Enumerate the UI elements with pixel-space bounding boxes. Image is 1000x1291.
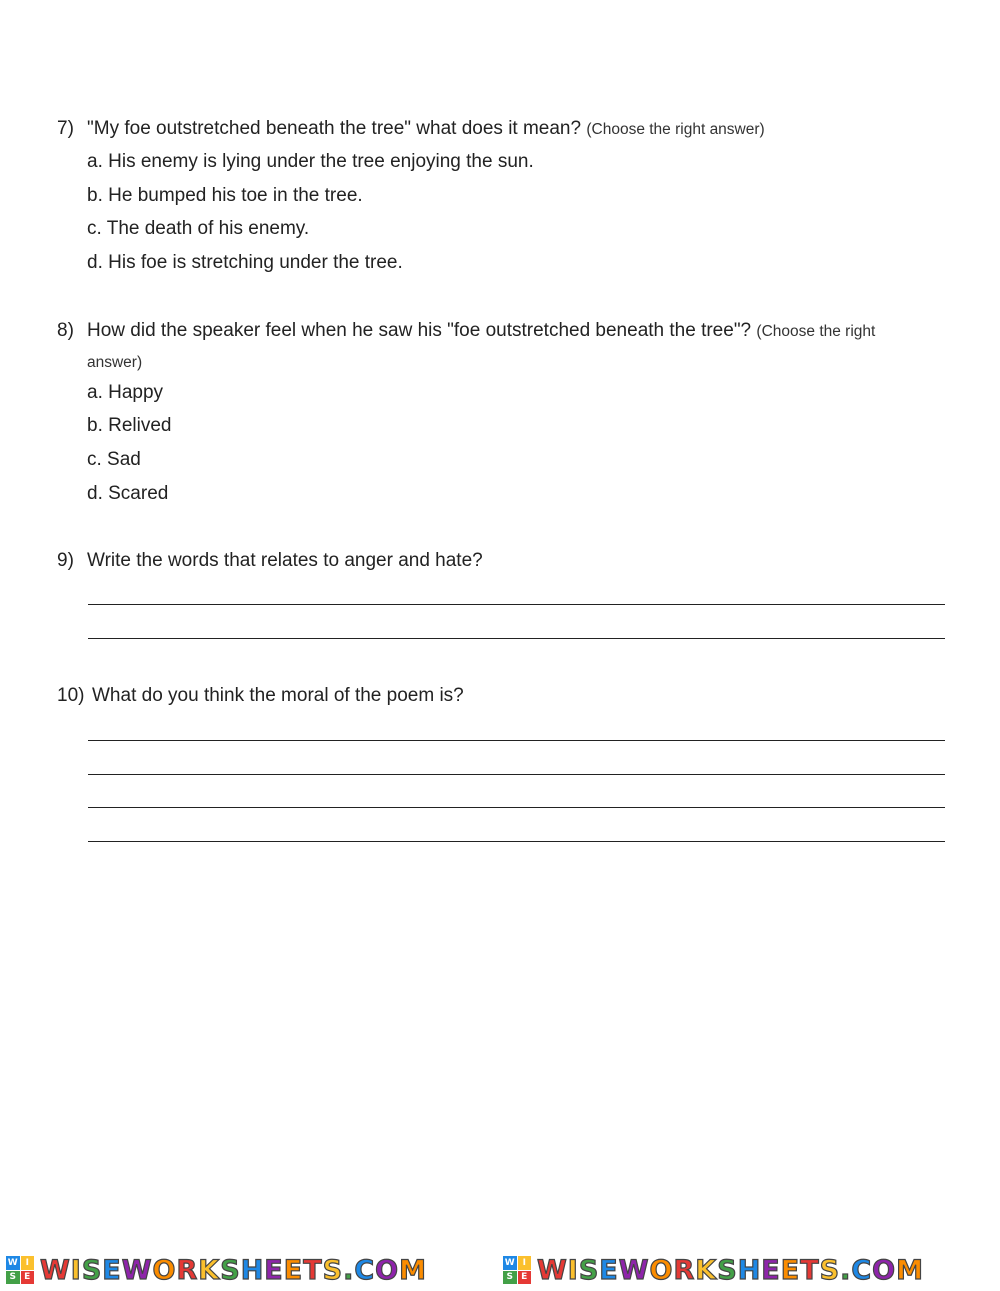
- footer-watermark: [0, 1252, 1000, 1288]
- brand-text: WISEWORKSHEETS.COM: [537, 1254, 924, 1286]
- answer-hint: (Choose the right answer): [586, 121, 765, 138]
- question-text: How did the speaker feel when he saw his "foe outstretched beneath the tree"? (Choose the right answer): [87, 320, 876, 371]
- question-number: 7): [57, 118, 74, 139]
- question-number: 8): [57, 320, 74, 341]
- option-c[interactable]: c. Sad: [87, 449, 141, 470]
- logo-icon: W I S E: [6, 1256, 34, 1284]
- option-d[interactable]: d. Scared: [87, 483, 169, 504]
- answer-line[interactable]: [88, 841, 945, 842]
- answer-line[interactable]: [88, 740, 945, 741]
- question-10: [57, 681, 957, 711]
- answer-hint: (Choose the right: [756, 323, 876, 340]
- question-text: What do you think the moral of the poem is?: [92, 685, 464, 706]
- question-text: Write the words that relates to anger and hate?: [87, 550, 483, 571]
- option-d[interactable]: d. His foe is stretching under the tree.: [87, 252, 403, 273]
- answer-line[interactable]: [88, 604, 945, 605]
- question-number: 10): [57, 685, 85, 706]
- option-c[interactable]: c. The death of his enemy.: [87, 218, 310, 239]
- answer-line[interactable]: [88, 774, 945, 775]
- logo-icon: W I S E: [503, 1256, 531, 1284]
- answer-hint-continued: answer): [87, 354, 143, 371]
- question-7: [57, 114, 957, 144]
- question-text: "My foe outstretched beneath the tree" what does it mean? (Choose the right answer): [87, 118, 765, 139]
- brand-logo: [6, 1252, 427, 1288]
- option-b[interactable]: b. Relived: [87, 415, 172, 436]
- question-8: [57, 316, 957, 378]
- question-9: [57, 546, 957, 576]
- option-b[interactable]: b. He bumped his toe in the tree.: [87, 185, 363, 206]
- brand-text: WISEWORKSHEETS.COM: [40, 1254, 427, 1286]
- option-a[interactable]: a. Happy: [87, 382, 164, 403]
- answer-line[interactable]: [88, 638, 945, 639]
- question-number: 9): [57, 550, 74, 571]
- brand-logo: [503, 1252, 924, 1288]
- answer-line[interactable]: [88, 807, 945, 808]
- option-a[interactable]: a. His enemy is lying under the tree enjoying the sun.: [87, 151, 534, 172]
